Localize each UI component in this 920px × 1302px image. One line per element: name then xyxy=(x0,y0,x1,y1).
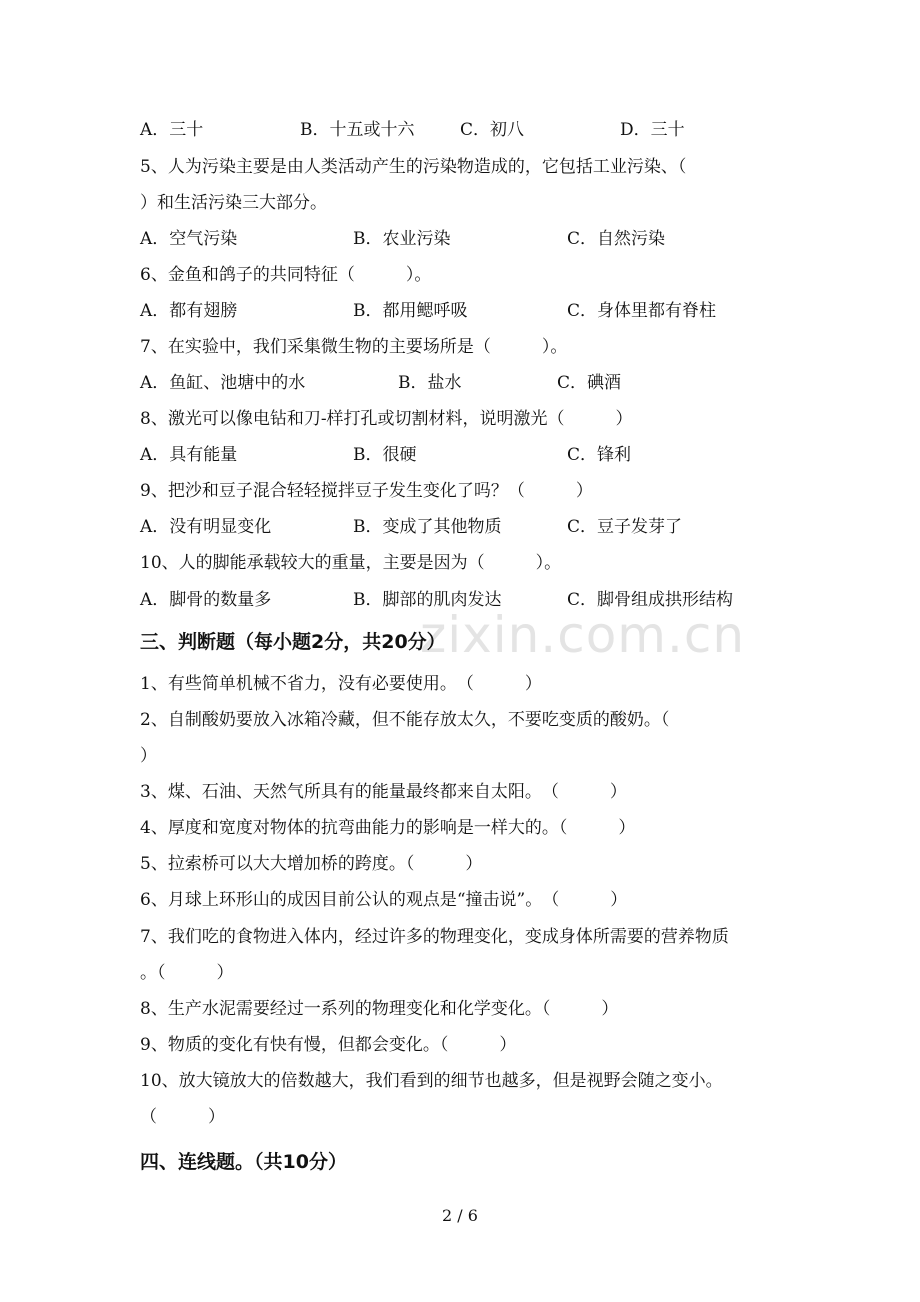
q7-option-a: A．鱼缸、池塘中的水 xyxy=(140,373,306,393)
s3-item-5: 5、拉索桥可以大大增加桥的跨度。（ ） xyxy=(140,854,483,874)
q10-stem: 10、人的脚能承载较大的重量，主要是因为（ ）。 xyxy=(140,553,562,573)
q8-option-b: B．很硬 xyxy=(353,445,417,465)
q8-option-c: C．锋利 xyxy=(567,445,632,465)
q9-option-b: B．变成了其他物质 xyxy=(353,517,502,537)
q4-option-d: D．三十 xyxy=(620,120,685,140)
watermark: zixin.com.cn xyxy=(420,606,746,664)
s3-item-7-line2: 。（ ） xyxy=(140,963,234,983)
page-number: 2 / 6 xyxy=(442,1206,478,1225)
q10-option-b: B．脚部的肌肉发达 xyxy=(353,590,502,610)
s3-item-7-line1: 7、我们吃的食物进入体内，经过许多的物理变化，变成身体所需要的营养物质 xyxy=(140,927,729,947)
q5-option-c: C．自然污染 xyxy=(567,229,666,249)
s3-item-10-line2: （ ） xyxy=(140,1107,225,1127)
q9-stem: 9、把沙和豆子混合轻轻搅拌豆子发生变化了吗？（ ） xyxy=(140,481,593,501)
section3-title: 三、判断题（每小题2分，共20分） xyxy=(140,631,446,653)
q6-option-a: A．都有翅膀 xyxy=(140,301,238,321)
q9-option-a: A．没有明显变化 xyxy=(140,517,272,537)
q4-option-b: B．十五或十六 xyxy=(300,120,415,140)
s3-item-2-line2: ） xyxy=(140,746,157,766)
q6-option-b: B．都用鳃呼吸 xyxy=(353,301,468,321)
q5-stem-line1: 5、人为污染主要是由人类活动产生的污染物造成的，它包括工业污染、（ xyxy=(140,157,687,177)
q10-option-a: A．脚骨的数量多 xyxy=(140,590,272,610)
s3-item-9: 9、物质的变化有快有慢，但都会变化。（ ） xyxy=(140,1035,517,1055)
q6-stem: 6、金鱼和鸽子的共同特征（ ）。 xyxy=(140,265,432,285)
q6-option-c: C．身体里都有脊柱 xyxy=(567,301,717,321)
s3-item-8: 8、生产水泥需要经过一系列的物理变化和化学变化。（ ） xyxy=(140,999,619,1019)
q10-option-c: C．脚骨组成拱形结构 xyxy=(567,590,734,610)
q7-option-b: B．盐水 xyxy=(398,373,462,393)
q4-option-c: C．初八 xyxy=(460,120,525,140)
s3-item-10-line1: 10、放大镜放大的倍数越大，我们看到的细节也越多，但是视野会随之变小。 xyxy=(140,1071,723,1091)
q5-option-b: B．农业污染 xyxy=(353,229,451,249)
section4-title: 四、连线题。（共10分） xyxy=(140,1151,347,1173)
q7-stem: 7、在实验中，我们采集微生物的主要场所是（ ）。 xyxy=(140,337,568,357)
s3-item-1: 1、有些简单机械不省力，没有必要使用。 （ ） xyxy=(140,674,542,694)
q5-stem-line2: ）和生活污染三大部分。 xyxy=(140,193,327,213)
s3-item-2-line1: 2、自制酸奶要放入冰箱冷藏，但不能存放太久，不要吃变质的酸奶。（ xyxy=(140,710,670,730)
q7-option-c: C．碘酒 xyxy=(557,373,622,393)
q4-option-a: A．三十 xyxy=(140,120,204,140)
s3-item-6: 6、月球上环形山的成因目前公认的观点是“撞击说”。 （ ） xyxy=(140,890,628,910)
q8-option-a: A．具有能量 xyxy=(140,445,238,465)
s3-item-3: 3、煤、石油、天然气所具有的能量最终都来自太阳。 （ ） xyxy=(140,782,627,802)
q5-option-a: A．空气污染 xyxy=(140,229,238,249)
q8-stem: 8、激光可以像电钻和刀-样打孔或切割材料，说明激光（ ） xyxy=(140,409,633,429)
q9-option-c: C．豆子发芽了 xyxy=(567,517,683,537)
s3-item-4: 4、厚度和宽度对物体的抗弯曲能力的影响是一样大的。（ ） xyxy=(140,818,636,838)
